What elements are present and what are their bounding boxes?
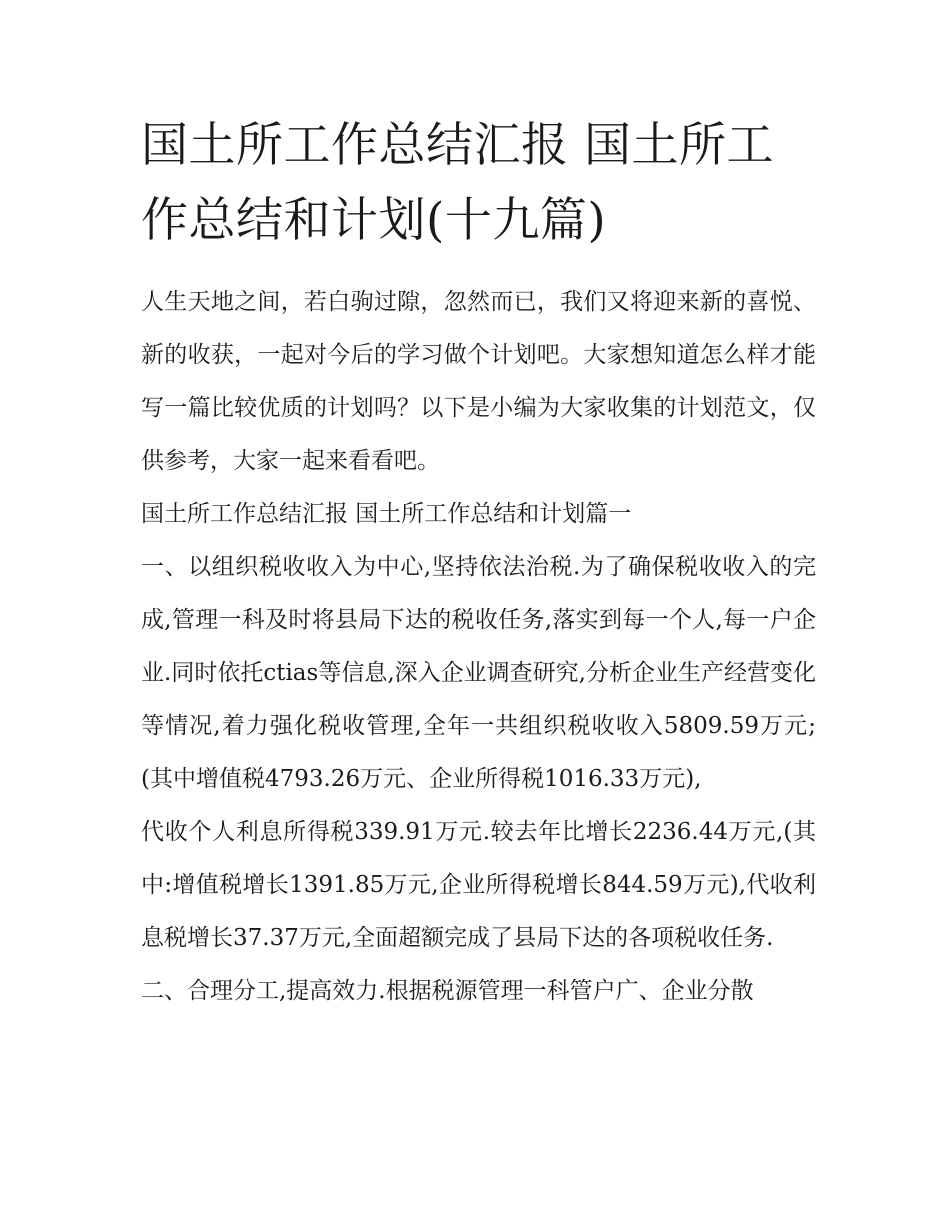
document-page	[141, 108, 816, 1018]
body-paragraph: 一、以组织税收收入为中心,坚持依法治税.为了确保税收收入的完成,管理一科及时将县局下达的税收任务,落实到每一个人,每一户企业.同时依托ctias等信息,深入企业调查研究,分析企业生产经营变化等情况,着力强化税收管理,全年一共组织税收收入5809.59万元;(其中增值税4793.26万元、企业所得税1016.33万元),	[141, 554, 816, 792]
intro-paragraph: 人生天地之间，若白驹过隙，忽然而已，我们又将迎来新的喜悦、新的收获，一起对今后的学习做个计划吧。大家想知道怎么样才能写一篇比较优质的计划吗？以下是小编为大家收集的计划范文，仅供参考，大家一起来看看吧。	[141, 289, 816, 474]
document-title: 国土所工作总结汇报 国土所工作总结和计划(十九篇)	[141, 118, 774, 248]
body-paragraph: 二、合理分工,提高效力.根据税源管理一科管户广、企业分散	[141, 978, 754, 1004]
section-heading: 国土所工作总结汇报 国土所工作总结和计划篇一	[141, 501, 632, 527]
document-body	[141, 276, 816, 1018]
body-paragraph: 代收个人利息所得税339.91万元.较去年比增长2236.44万元,(其中:增值税增长1391.85万元,企业所得税增长844.59万元),代收利息税增长37.37万元,全面超额完成了县局下达的各项税收任务.	[141, 819, 816, 951]
